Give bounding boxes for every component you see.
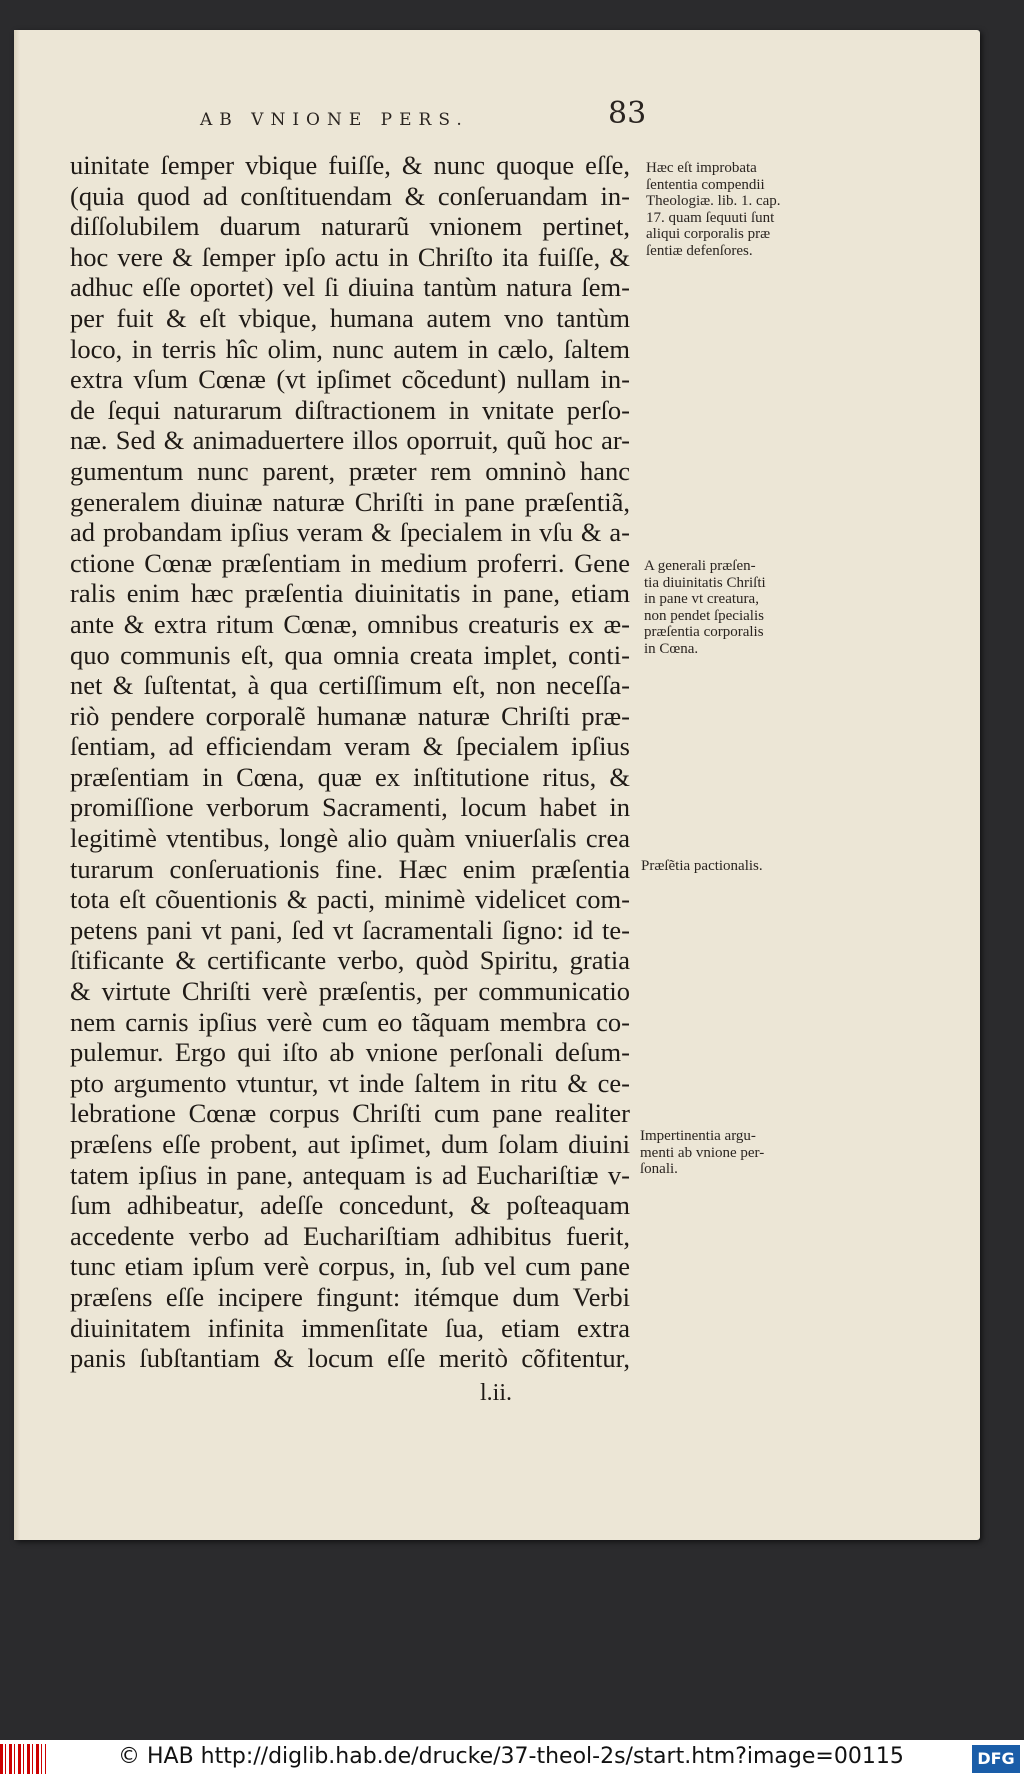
text-line: præſens eſſe probent, aut ipſimet, dum ſolam diuini xyxy=(70,1129,630,1159)
page-number: 83 xyxy=(608,96,647,131)
text-line: petens pani vt pani, ſed vt ſacramentali ſigno: id te- xyxy=(70,914,630,945)
text-line: præſentiam in Cœna, quæ ex inſtitutione ritus, & xyxy=(70,761,630,792)
text-line: næ. Sed & animaduertere illos oporruit, quũ hoc ar- xyxy=(70,425,630,456)
text-line: legitimè vtentibus, longè alio quàm vniuerſalis crea xyxy=(70,823,630,854)
source-link[interactable]: © HAB http://diglib.hab.de/drucke/37-theol-2s/start.htm?image=00115 xyxy=(118,1744,904,1769)
barcode-icon xyxy=(0,1744,46,1774)
text-line: adhuc eſſe oportet) vel ſi diuina tantùm natura ſem- xyxy=(70,272,630,303)
running-head: AB VNIONE PERS. xyxy=(200,110,469,130)
margin-note-line: menti ab vnione per- xyxy=(640,1144,765,1161)
text-line: præſens eſſe incipere fingunt: itémque dum Verbi xyxy=(70,1281,630,1312)
margin-note-line: Theologiæ. lib. 1. cap. xyxy=(646,193,781,209)
text-line: generalem diuinæ naturæ Chriſti in pane præſentiã, xyxy=(70,486,630,517)
text-line: quo communis eſt, qua omnia creata implet, conti- xyxy=(70,639,630,670)
margin-note-4 xyxy=(640,1128,764,1178)
text-line: turarum conſeruationis fine. Hæc enim præſentia xyxy=(70,853,630,884)
text-line: ralis enim hæc præſentia diuinitatis in pane, etiam xyxy=(70,578,630,609)
text-line: tota eſt cõuentionis & pacti, minimè videlicet com- xyxy=(70,884,630,915)
signature-mark: l.ii. xyxy=(480,1380,513,1406)
main-text-column xyxy=(70,150,630,1374)
margin-note-line: Impertinentia argu- xyxy=(640,1128,756,1144)
margin-note-line: ſonali. xyxy=(640,1161,678,1177)
text-line: gumentum nunc parent, præter rem omninò hanc xyxy=(70,455,630,486)
text-line: (quia quod ad conſtituendam & conſeruandam in- xyxy=(70,180,630,211)
margin-note-line: ſentiæ defenſores. xyxy=(646,242,753,259)
text-line: diuinitatem infinita immenſitate ſua, etiam extra xyxy=(70,1312,630,1343)
text-line: per fuit & eſt vbique, humana autem vno tantùm xyxy=(70,302,630,333)
text-line: ante & extra ritum Cœnæ, omnibus creaturis ex æ- xyxy=(70,608,630,639)
text-line: ad probandam ipſius veram & ſpecialem in vſu & a- xyxy=(70,517,630,548)
page-gutter xyxy=(14,30,20,1540)
text-line: net & ſuſtentat, à qua certiſſimum eſt, non neceſſa- xyxy=(70,670,630,701)
margin-note-line: Præſẽtia pactionalis. xyxy=(641,858,763,874)
text-line: panis ſubſtantiam & locum eſſe meritò cõfitentur, xyxy=(70,1343,630,1374)
margin-note-line: non pendet ſpecialis xyxy=(644,607,764,624)
text-line: de ſequi naturarum diſtractionem in vnitate perſo- xyxy=(70,394,630,425)
viewer-footer xyxy=(0,1740,1024,1778)
text-line: pto argumento vtuntur, vt inde ſaltem in ritu & ce- xyxy=(70,1067,630,1098)
margin-note-line: 17. quam ſequuti ſunt xyxy=(646,209,775,226)
text-line: & virtute Chriſti verè præſentis, per communicatio xyxy=(70,976,630,1007)
margin-note-2 xyxy=(644,558,766,657)
text-line: diſſolubilem duarum naturarũ vnionem pertinet, xyxy=(70,211,630,242)
margin-note-line: præſentia corporalis xyxy=(644,624,764,640)
text-line: loco, in terris hîc olim, nunc autem in cælo, ſaltem xyxy=(70,333,630,364)
text-line: uinitate ſemper vbique fuiſſe, & nunc quoque eſſe, xyxy=(70,150,630,180)
text-line: promiſſione verborum Sacramenti, locum habet in xyxy=(70,792,630,823)
margin-note-line: in Cœna. xyxy=(644,640,699,657)
margin-note-line: ſententia compendii xyxy=(646,176,765,193)
margin-note-line: tia diuinitatis Chriſti xyxy=(644,574,766,591)
margin-note-line: aliqui corporalis præ xyxy=(646,226,771,242)
text-line: tunc etiam ipſum verè corpus, in, ſub vel cum pane xyxy=(70,1251,630,1282)
margin-note-3 xyxy=(641,858,763,875)
text-line: ſum adhibeatur, adeſſe concedunt, & poſteaquam xyxy=(70,1190,630,1221)
text-line: riò pendere corporalẽ humanæ naturæ Chriſti præ- xyxy=(70,700,630,731)
margin-note-1 xyxy=(646,160,781,259)
text-line: ſentiam, ad efficiendam veram & ſpecialem ipſius xyxy=(70,731,630,762)
text-line: ſtificante & certificante verbo, quòd Spiritu, gratia xyxy=(70,945,630,976)
margin-note-line: in pane vt creatura, xyxy=(644,591,759,607)
text-line: tatem ipſius in pane, antequam is ad Euchariſtiæ v- xyxy=(70,1159,630,1190)
text-line: accedente verbo ad Euchariſtiam adhibitus fuerit, xyxy=(70,1220,630,1251)
text-line: ctione Cœnæ præſentiam in medium proferri. Gene xyxy=(70,547,630,578)
page-header xyxy=(200,92,647,138)
text-line: pulemur. Ergo qui iſto ab vnione perſonali deſum- xyxy=(70,1037,630,1068)
text-line: hoc vere & ſemper ipſo actu in Chriſto ita fuiſſe, & xyxy=(70,241,630,272)
dfg-logo: DFG xyxy=(972,1745,1020,1773)
margin-note-line: Hæc eſt improbata xyxy=(646,160,757,176)
text-line: extra vſum Cœnæ (vt ipſimet cõcedunt) nullam in- xyxy=(70,364,630,395)
text-line: lebratione Cœnæ corpus Chriſti cum pane realiter xyxy=(70,1098,630,1129)
margin-note-line: A generali præſen- xyxy=(644,558,756,574)
text-line: nem carnis ipſius verè cum eo tãquam membra co- xyxy=(70,1006,630,1037)
